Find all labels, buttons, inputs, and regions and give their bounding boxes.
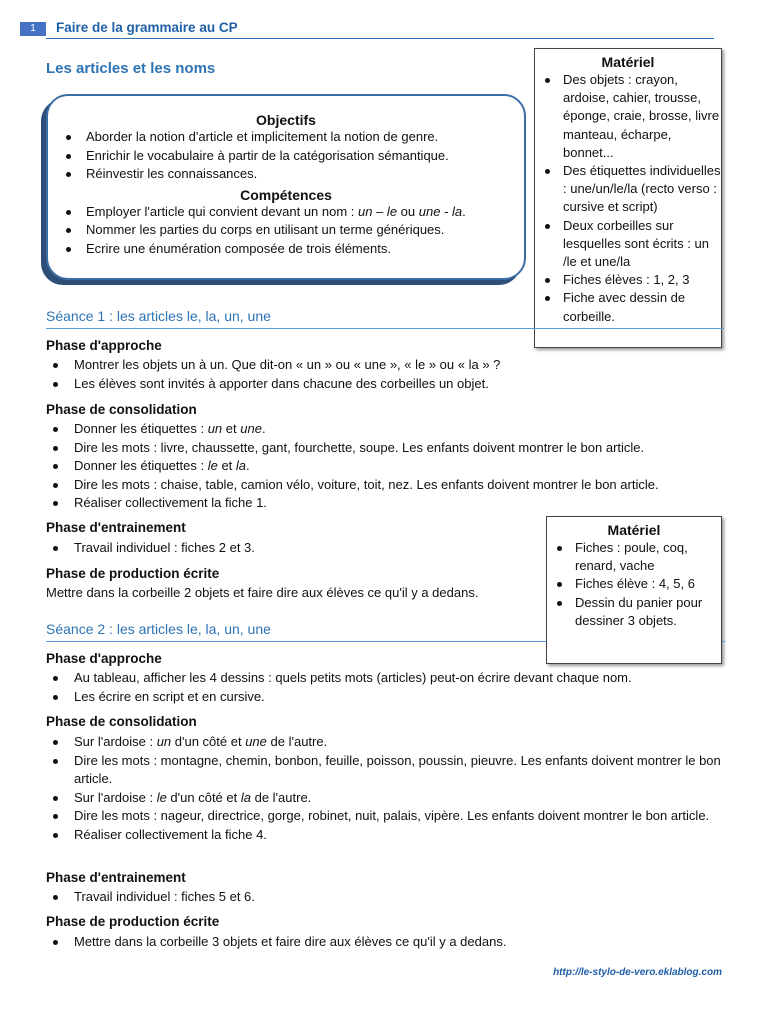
list-item: Employer l'article qui convient devant un nom : un – le ou une - la.: [48, 203, 524, 222]
phase-production-heading: Phase de production écrite: [46, 914, 220, 929]
list-item: Fiches élèves : 1, 2, 3: [535, 271, 721, 289]
objectives-list: [48, 128, 524, 184]
phase-consolidation-heading: Phase de consolidation: [46, 402, 197, 417]
phase-approche-heading: Phase d'approche: [46, 651, 162, 666]
list-item: Montrer les objets un à un. Que dit-on « un » ou « une », « le » ou « la » ?: [46, 356, 726, 375]
list-item: Fiches : poule, coq, renard, vache: [547, 539, 721, 575]
footer-url[interactable]: http://le-stylo-de-vero.eklablog.com: [553, 967, 722, 978]
list-item: Dire les mots : montagne, chemin, bonbon, feuille, poisson, poussin, pieuvre. Les enfants doivent montrer le bon article.: [46, 752, 726, 789]
seance-1-rule: [46, 328, 724, 329]
competences-heading: Compétences: [240, 186, 332, 203]
list-item: Réaliser collectivement la fiche 4.: [46, 826, 726, 845]
list-item: Fiche avec dessin de corbeille.: [535, 289, 721, 325]
list-item: Sur l'ardoise : un d'un côté et une de l'autre.: [46, 733, 726, 752]
list-item: Des étiquettes individuelles : une/un/le/la (recto verso : cursive et script): [535, 162, 721, 217]
list-item: Réaliser collectivement la fiche 1.: [46, 494, 726, 513]
materiel-heading: Matériel: [601, 54, 655, 70]
list-item: Donner les étiquettes : un et une.: [46, 420, 726, 439]
phase-approche-heading: Phase d'approche: [46, 338, 162, 353]
materiel-heading: Matériel: [607, 522, 661, 538]
list-item: Les écrire en script et en cursive.: [46, 688, 726, 707]
list-item: Dire les mots : nageur, directrice, gorge, robinet, nuit, palais, vipère. Les enfants doivent montrer le bon article.: [46, 807, 726, 826]
list-item: Enrichir le vocabulaire à partir de la catégorisation sémantique.: [48, 147, 524, 166]
phase-approche-list: [46, 356, 726, 393]
list-item: Fiches élève : 4, 5, 6: [547, 575, 721, 593]
objectives-box: [46, 94, 526, 280]
phase-approche-list: [46, 669, 726, 706]
header-title: Faire de la grammaire au CP: [56, 20, 238, 35]
document-title: Les articles et les noms: [46, 60, 216, 77]
phase-consolidation-list: [46, 420, 726, 513]
list-item: Mettre dans la corbeille 3 objets et faire dire aux élèves ce qu'il y a dedans.: [46, 933, 726, 952]
objectives-heading: Objectifs: [256, 112, 316, 128]
list-item: Deux corbeilles sur lesquelles sont écrits : un /le et une/la: [535, 217, 721, 272]
list-item: Au tableau, afficher les 4 dessins : quels petits mots (articles) peut-on écrire devant chaque nom.: [46, 669, 726, 688]
phase-entrainement-heading: Phase d'entrainement: [46, 870, 186, 885]
seance-2-rule: [46, 641, 546, 642]
phase-consolidation-list: [46, 733, 726, 845]
header-rule: [46, 38, 714, 39]
materiel-box-2: [546, 516, 722, 664]
page-number: 1: [20, 22, 46, 36]
materiel-list: [535, 71, 721, 326]
phase-entrainement-list: [46, 888, 726, 907]
phase-production-list: [46, 933, 726, 952]
list-item: Dessin du panier pour dessiner 3 objets.: [547, 594, 721, 630]
list-item: Dire les mots : livre, chaussette, gant, fourchette, soupe. Les enfants doivent montrer le bon article.: [46, 439, 726, 458]
seance-2-rule-end: [722, 641, 725, 642]
materiel-list: [547, 539, 721, 630]
phase-production-heading: Phase de production écrite: [46, 566, 220, 581]
list-item: Ecrire une énumération composée de trois éléments.: [48, 240, 524, 259]
list-item: Nommer les parties du corps en utilisant un terme génériques.: [48, 221, 524, 240]
materiel-box-1: [534, 48, 722, 348]
phase-entrainement-heading: Phase d'entrainement: [46, 520, 186, 535]
competences-list: [48, 203, 524, 259]
seance-1-title: Séance 1 : les articles le, la, un, une: [46, 308, 271, 324]
list-item: Aborder la notion d'article et implicitement la notion de genre.: [48, 128, 524, 147]
list-item: Dire les mots : chaise, table, camion vélo, voiture, toit, nez. Les enfants doivent montrer le bon article.: [46, 476, 726, 495]
list-item: Réinvestir les connaissances.: [48, 165, 524, 184]
phase-production-text: Mettre dans la corbeille 2 objets et faire dire aux élèves ce qu'il y a dedans.: [46, 585, 479, 600]
list-item: Donner les étiquettes : le et la.: [46, 457, 726, 476]
list-item: Les élèves sont invités à apporter dans chacune des corbeilles un objet.: [46, 375, 726, 394]
list-item: Sur l'ardoise : le d'un côté et la de l'autre.: [46, 789, 726, 808]
list-item: Travail individuel : fiches 2 et 3.: [46, 539, 726, 558]
seance-2-title: Séance 2 : les articles le, la, un, une: [46, 621, 271, 637]
list-item: Des objets : crayon, ardoise, cahier, trousse, éponge, craie, brosse, livre manteau, écharpe, bonnet...: [535, 71, 721, 162]
list-item: Travail individuel : fiches 5 et 6.: [46, 888, 726, 907]
phase-consolidation-heading: Phase de consolidation: [46, 714, 197, 729]
